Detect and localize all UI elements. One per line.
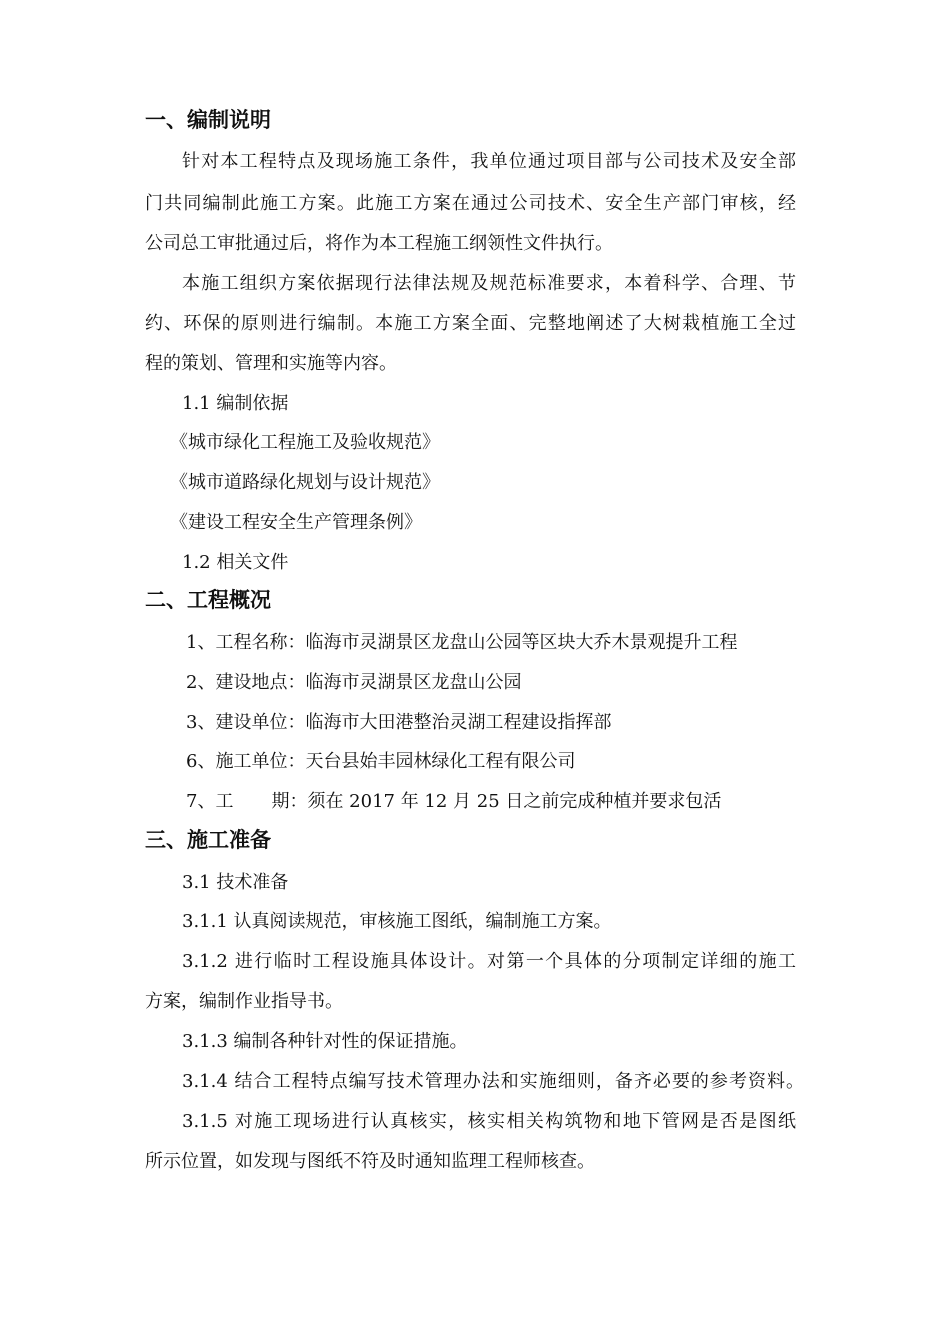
- section-2-heading: 二、工程概况: [145, 588, 271, 612]
- paragraph-1-line-3: 公司总工审批通过后，将作为本工程施工纲领性文件执行。: [145, 233, 613, 254]
- subsection-3-1-title: 3.1 技术准备: [182, 872, 289, 893]
- project-info-item: [186, 671, 521, 695]
- project-period-item: [186, 790, 721, 814]
- project-info-value: 天台县始丰园林绿化工程有限公司: [305, 751, 576, 772]
- section-1-heading: 一、编制说明: [145, 108, 271, 132]
- project-info-value: 临海市灵湖景区龙盘山公园等区块大乔木景观提升工程: [305, 632, 738, 653]
- project-info-label: 1、工程名称：: [186, 632, 306, 653]
- section-3-heading: 三、施工准备: [145, 828, 271, 852]
- project-info-item: [186, 631, 737, 655]
- tech-prep-item-4: 3.1.4 结合工程特点编写技术管理办法和实施细则，备齐必要的参考资料。: [182, 1071, 804, 1092]
- project-info-item: [186, 711, 611, 735]
- tech-prep-item-5-line-2: 所示位置，如发现与图纸不符及时通知监理工程师核查。: [145, 1151, 595, 1172]
- project-info-label: 3、建设单位：: [186, 712, 306, 733]
- tech-prep-item-2-line-2: 方案，编制作业指导书。: [145, 991, 343, 1012]
- project-period-value: 须在 2017 年 12 月 25 日之前完成种植并要求包活: [307, 791, 722, 812]
- reference-item: 《城市道路绿化规划与设计规范》: [170, 472, 440, 493]
- tech-prep-item-1: 3.1.1 认真阅读规范，审核施工图纸，编制施工方案。: [182, 911, 612, 932]
- project-info-value: 临海市灵湖景区龙盘山公园: [305, 672, 522, 693]
- project-info-label: 2、建设地点：: [186, 672, 306, 693]
- project-period-label-b: 期：: [271, 791, 308, 812]
- paragraph-1-line-1: 针对本工程特点及现场施工条件，我单位通过项目部与公司技术及安全部: [182, 151, 796, 172]
- tech-prep-item-5-line-1: 3.1.5 对施工现场进行认真核实，核实相关构筑物和地下管网是否是图纸: [182, 1111, 796, 1132]
- tech-prep-item-3: 3.1.3 编制各种针对性的保证措施。: [182, 1031, 468, 1052]
- paragraph-2-line-2: 约、环保的原则进行编制。本施工方案全面、完整地阐述了大树栽植施工全过: [145, 313, 796, 334]
- paragraph-2-line-1: 本施工组织方案依据现行法律法规及规范标准要求，本着科学、合理、节: [182, 273, 796, 294]
- subsection-1-1-title: 1.1 编制依据: [182, 393, 289, 414]
- tech-prep-item-2-line-1: 3.1.2 进行临时工程设施具体设计。对第一个具体的分项制定详细的施工: [182, 951, 796, 972]
- project-info-item: [186, 750, 575, 774]
- paragraph-2-line-3: 程的策划、管理和实施等内容。: [145, 353, 397, 374]
- project-period-label-a: 7、工: [186, 791, 234, 812]
- subsection-1-2-title: 1.2 相关文件: [182, 552, 289, 573]
- project-info-label: 6、施工单位：: [186, 751, 306, 772]
- reference-item: 《城市绿化工程施工及验收规范》: [170, 432, 440, 453]
- paragraph-1-line-2: 门共同编制此施工方案。此施工方案在通过公司技术、安全生产部门审核，经: [145, 193, 796, 214]
- reference-item: 《建设工程安全生产管理条例》: [170, 512, 422, 533]
- project-info-value: 临海市大田港整治灵湖工程建设指挥部: [305, 712, 612, 733]
